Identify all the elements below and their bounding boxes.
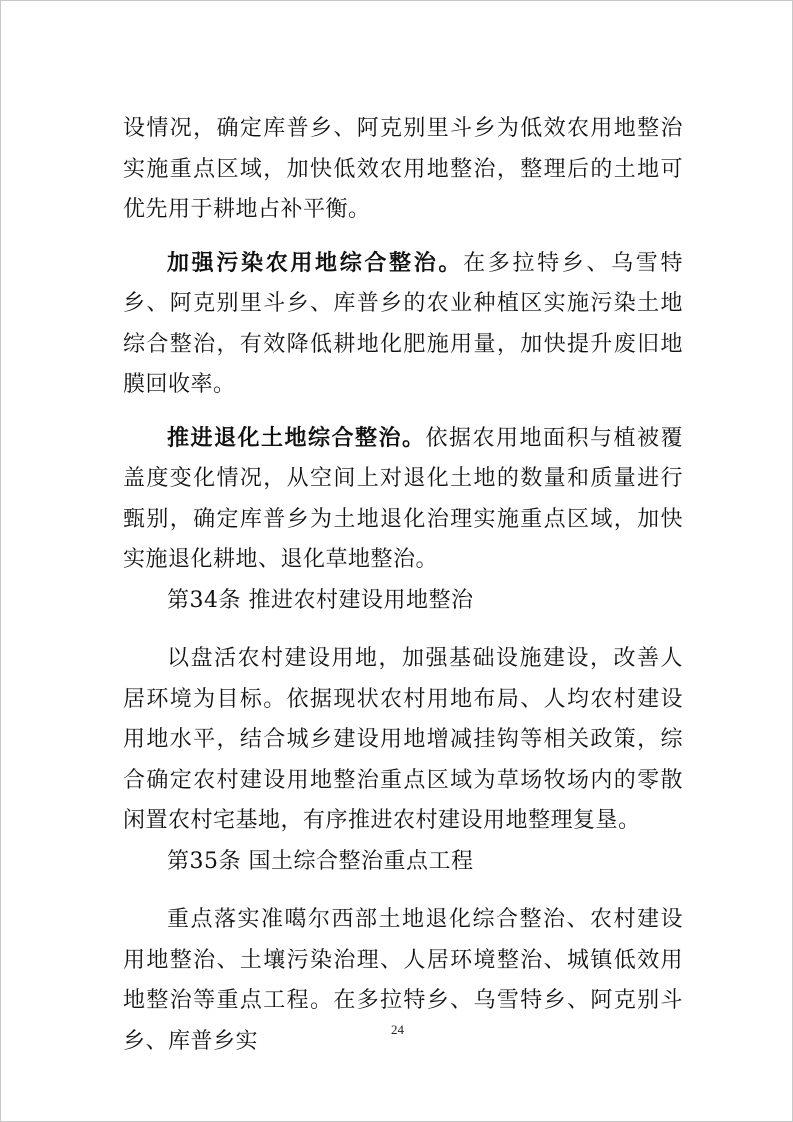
paragraph-text: 以盘活农村建设用地，加强基础设施建设，改善人居环境为目标。依据现状农村用地布局、人均农村建设用地水平，结合城乡建设用地增减挂钩等相关政策，综合确定农村建设用地整治重点区域为草场牧场内的零散闲置农村宅基地，有序推进农村建设用地整理复垦。: [123, 646, 683, 833]
paragraph-text: 设情况，确定库普乡、阿克别里斗乡为低效农用地整治实施重点区域，加快低效农用地整治，整理后的土地可优先用于耕地占补平衡。: [123, 116, 683, 222]
paragraph-degraded-land: [123, 418, 683, 581]
paragraph-text: 重点落实准噶尔西部土地退化综合整治、农村建设用地整治、土壤污染治理、人居环境整治、城镇低效用地整治等重点工程。在多拉特乡、乌雪特乡、阿克别斗乡、库普乡实: [123, 907, 683, 1054]
paragraph-lead-polluted: 加强污染农用地综合整治。: [167, 249, 464, 276]
article-34-heading: 第34条 推进农村建设用地整治: [167, 587, 474, 613]
paragraph-text: 在多拉特乡、乌雪特乡、阿克别里斗乡、库普乡的农业种植区实施污染土地综合整治，有效降低耕地化肥施用量，加快提升废旧地膜回收率。: [123, 250, 683, 397]
article-35-heading: 第35条 国土综合整治重点工程: [167, 848, 474, 874]
paragraph-text: 依据农用地面积与植被覆盖度变化情况，从空间上对退化土地的数量和质量进行甄别，确定库普乡为土地退化治理实施重点区域，加快实施退化耕地、退化草地整治。: [123, 425, 683, 572]
paragraph-polluted-farmland: [123, 243, 683, 406]
paragraph-lead-degraded: 推进退化土地综合整治。: [167, 424, 426, 451]
paragraph-low-efficiency-farmland: [123, 109, 683, 231]
page-number: 24: [391, 1022, 404, 1037]
paragraph-rural-construction-land: [123, 639, 683, 842]
document-body: [123, 109, 683, 1062]
